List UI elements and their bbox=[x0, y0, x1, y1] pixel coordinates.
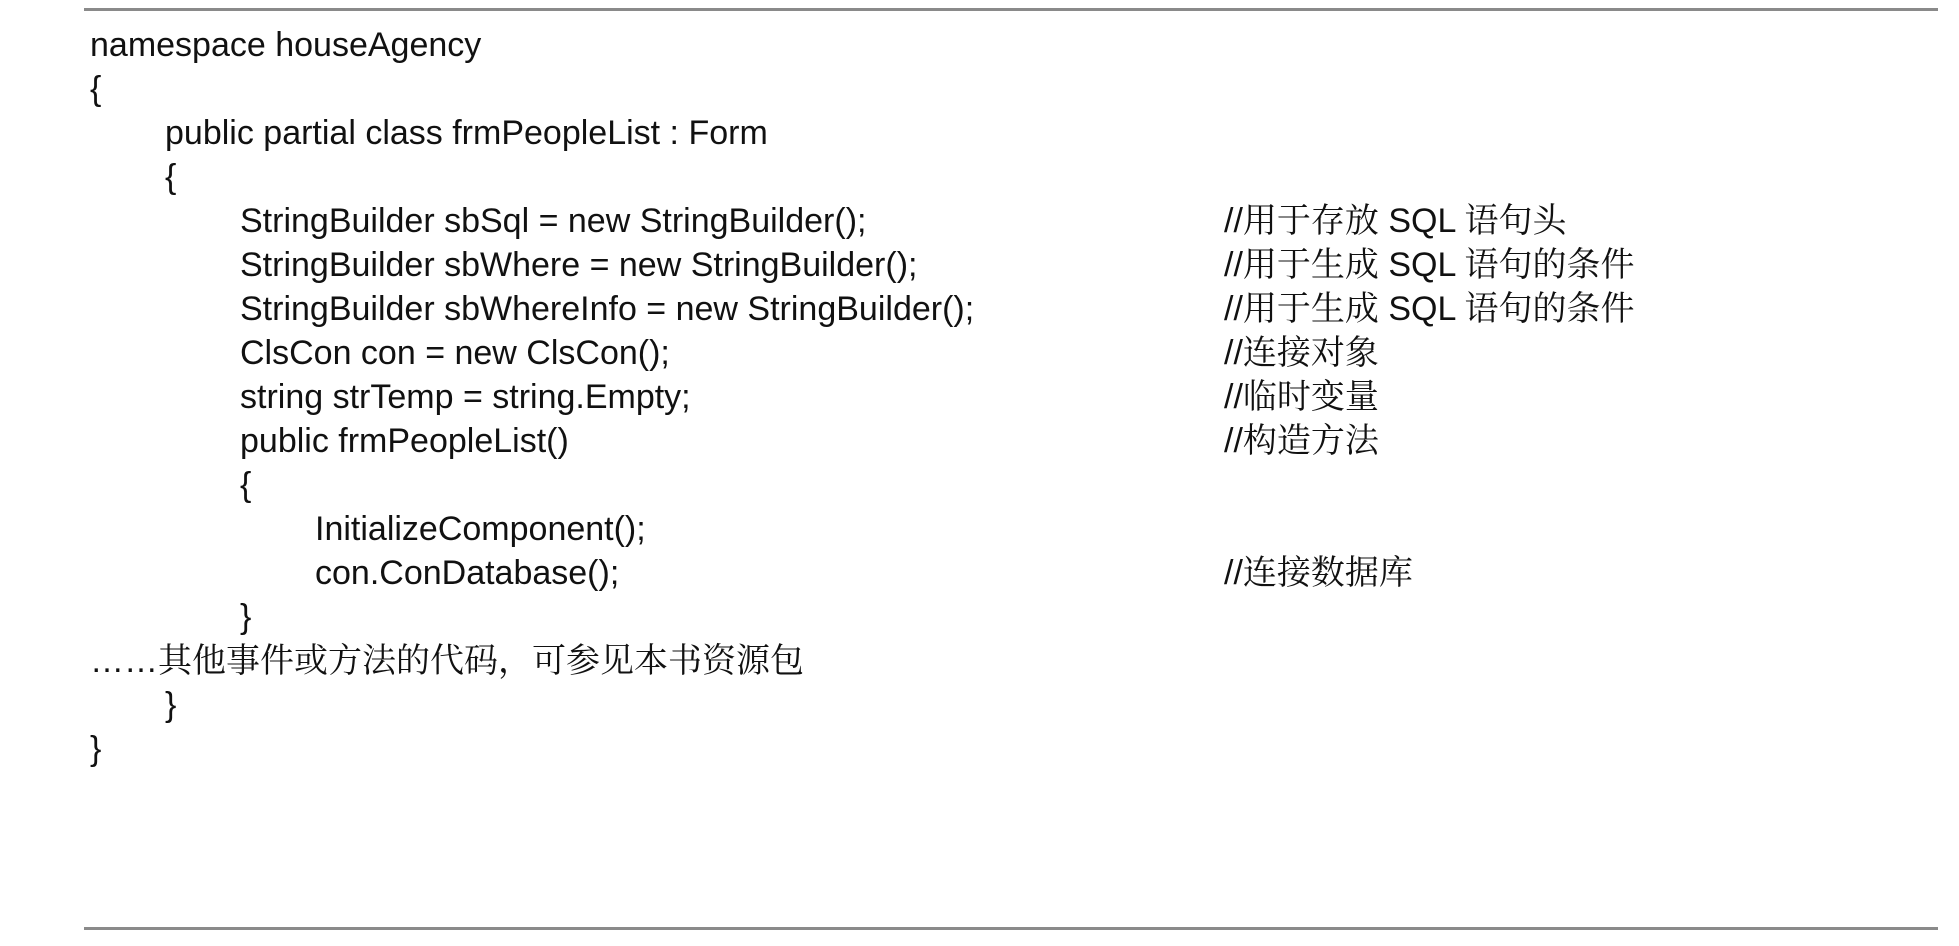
code-comment: //连接对象 bbox=[1224, 334, 1379, 372]
code-text: namespace houseAgency bbox=[90, 26, 482, 64]
code-comment: //用于生成 SQL 语句的条件 bbox=[1224, 290, 1635, 328]
code-text: string strTemp = string.Empty; bbox=[240, 378, 691, 416]
code-text: { bbox=[165, 158, 177, 196]
code-comment: //构造方法 bbox=[1224, 422, 1379, 460]
code-text: StringBuilder sbWhere = new StringBuilder(); bbox=[240, 246, 918, 284]
code-comment: //连接数据库 bbox=[1224, 554, 1413, 592]
code-text: } bbox=[165, 686, 177, 724]
code-text: { bbox=[240, 466, 252, 504]
code-comment: //用于生成 SQL 语句的条件 bbox=[1224, 246, 1635, 284]
code-text: public frmPeopleList() bbox=[240, 422, 569, 460]
code-text: ……其他事件或方法的代码，可参见本书资源包 bbox=[90, 642, 804, 680]
code-text: StringBuilder sbSql = new StringBuilder(); bbox=[240, 202, 867, 240]
code-text: } bbox=[90, 730, 102, 768]
code-text: StringBuilder sbWhereInfo = new StringBuilder(); bbox=[240, 290, 975, 328]
code-text: con.ConDatabase(); bbox=[315, 554, 620, 592]
code-comment: //用于存放 SQL 语句头 bbox=[1224, 202, 1567, 240]
code-text: public partial class frmPeopleList : Form bbox=[165, 114, 768, 152]
code-text: ClsCon con = new ClsCon(); bbox=[240, 334, 670, 372]
code-text: { bbox=[90, 70, 102, 108]
code-text: InitializeComponent(); bbox=[315, 510, 646, 548]
code-text: } bbox=[240, 598, 252, 636]
code-line bbox=[84, 722, 1938, 776]
code-listing bbox=[84, 8, 1938, 930]
code-comment: //临时变量 bbox=[1224, 378, 1379, 416]
